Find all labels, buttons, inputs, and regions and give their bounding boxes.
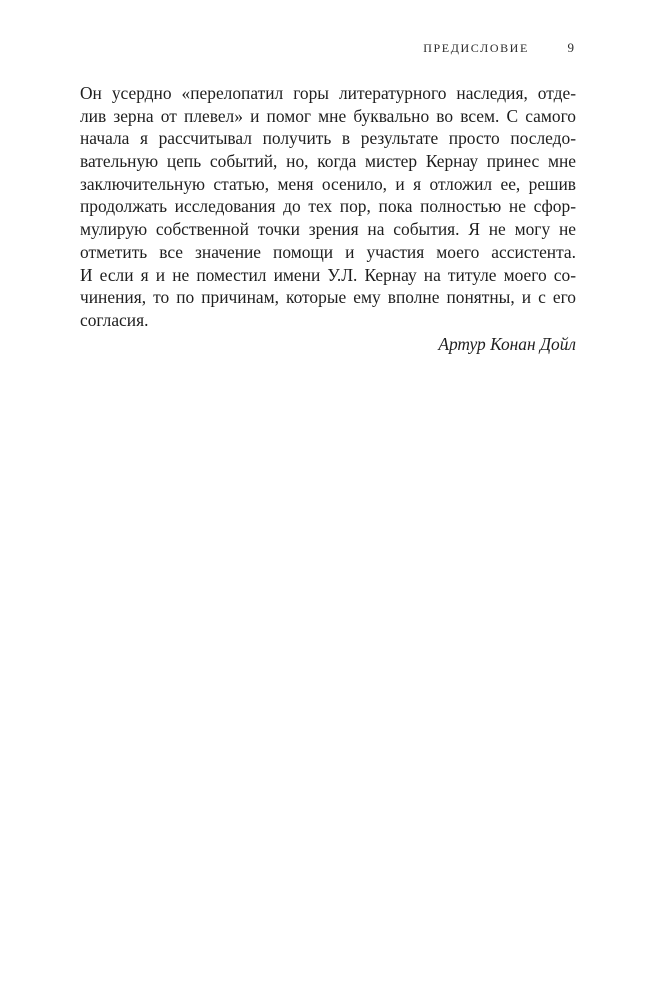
author-signature: Артур Конан Дойл [438, 333, 576, 354]
body-text [80, 82, 576, 355]
text-line: заключительную статью, меня осенило, и я отложил ее, решив [80, 173, 576, 194]
running-head [423, 40, 574, 56]
text-line: вательную цепь событий, но, когда мистер Кернау принес мне [80, 151, 576, 172]
section-title: ПРЕДИСЛОВИЕ [423, 41, 529, 55]
text-line: отметить все значение помощи и участия моего ассистента. [80, 241, 576, 262]
text-line: чинения, то по причинам, которые ему вполне понятны, и с его [80, 287, 576, 308]
text-line: Он усердно «перелопатил горы литературного наследия, отде- [80, 83, 576, 103]
text-line: мулирую собственной точки зрения на события. Я не могу не [80, 219, 576, 240]
page-number: 9 [567, 40, 574, 55]
text-line: начала я рассчитывал получить в результате просто последо- [80, 128, 576, 149]
text-line: И если я и не поместил имени У.Л. Кернау на титуле моего со- [80, 264, 576, 285]
text-line: согласия. [80, 309, 149, 330]
text-line: лив зерна от плевел» и помог мне буквально во всем. С самого [80, 105, 576, 126]
text-line: продолжать исследования до тех пор, пока полностью не сфор- [80, 196, 576, 217]
